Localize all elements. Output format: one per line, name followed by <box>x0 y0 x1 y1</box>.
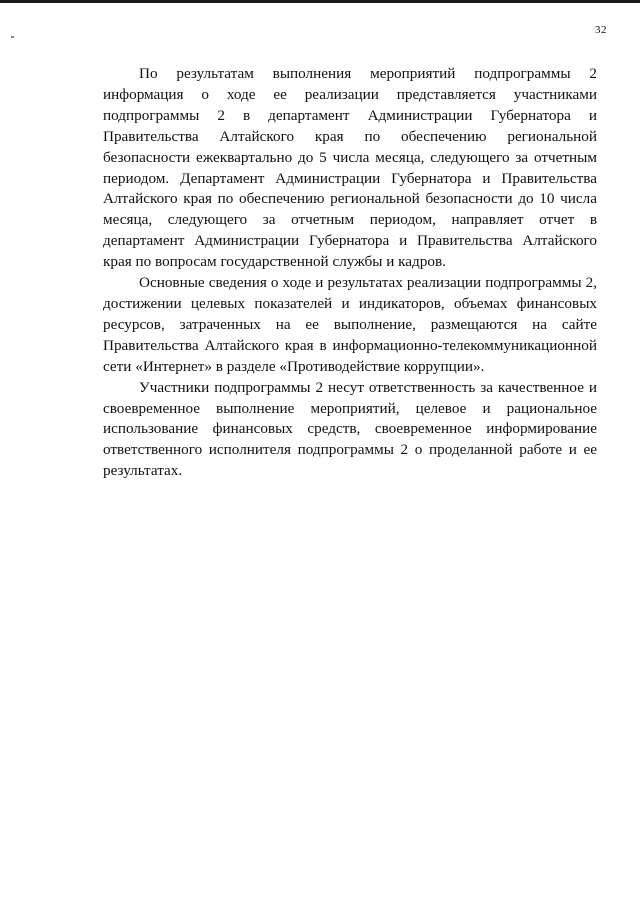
scan-artifact <box>11 36 14 38</box>
paragraph-reporting: По результатам выполнения мероприятий подпрограммы 2 информация о ходе ее реализации представляется участниками подпрограммы 2 в департамент Администрации Губернатора и Правительства Алтайского края по обеспечению региональной безопасности ежеквартально до 5 числа месяца, следующего за отчетным периодом. Департамент Администрации Губернатора и Правительства Алтайского края по обеспечению региональной безопасности до 10 числа месяца, следующего за отчетным периодом, направляет отчет в департамент Администрации Губернатора и Правительства Алтайского края по вопросам государственной службы и кадров. <box>103 65 597 271</box>
paragraph-publication: Основные сведения о ходе и результатах реализации подпрограммы 2, достижении целевых показателей и индикаторов, объемах финансовых ресурсов, затраченных на ее выполнение, размещаются на сайте Правительства Алтайского края в информационно-телекоммуникационной сети «Интернет» в разделе «Противодействие коррупции». <box>103 274 597 375</box>
document-body <box>103 64 597 482</box>
page-number: 32 <box>595 24 607 36</box>
paragraph-responsibility: Участники подпрограммы 2 несут ответственность за качественное и своевременное выполнение мероприятий, целевое и рациональное использование финансовых средств, своевременное информирование ответственного исполнителя подпрограммы 2 о проделанной работе и ее результатах. <box>103 378 597 480</box>
scan-top-border <box>0 0 640 3</box>
